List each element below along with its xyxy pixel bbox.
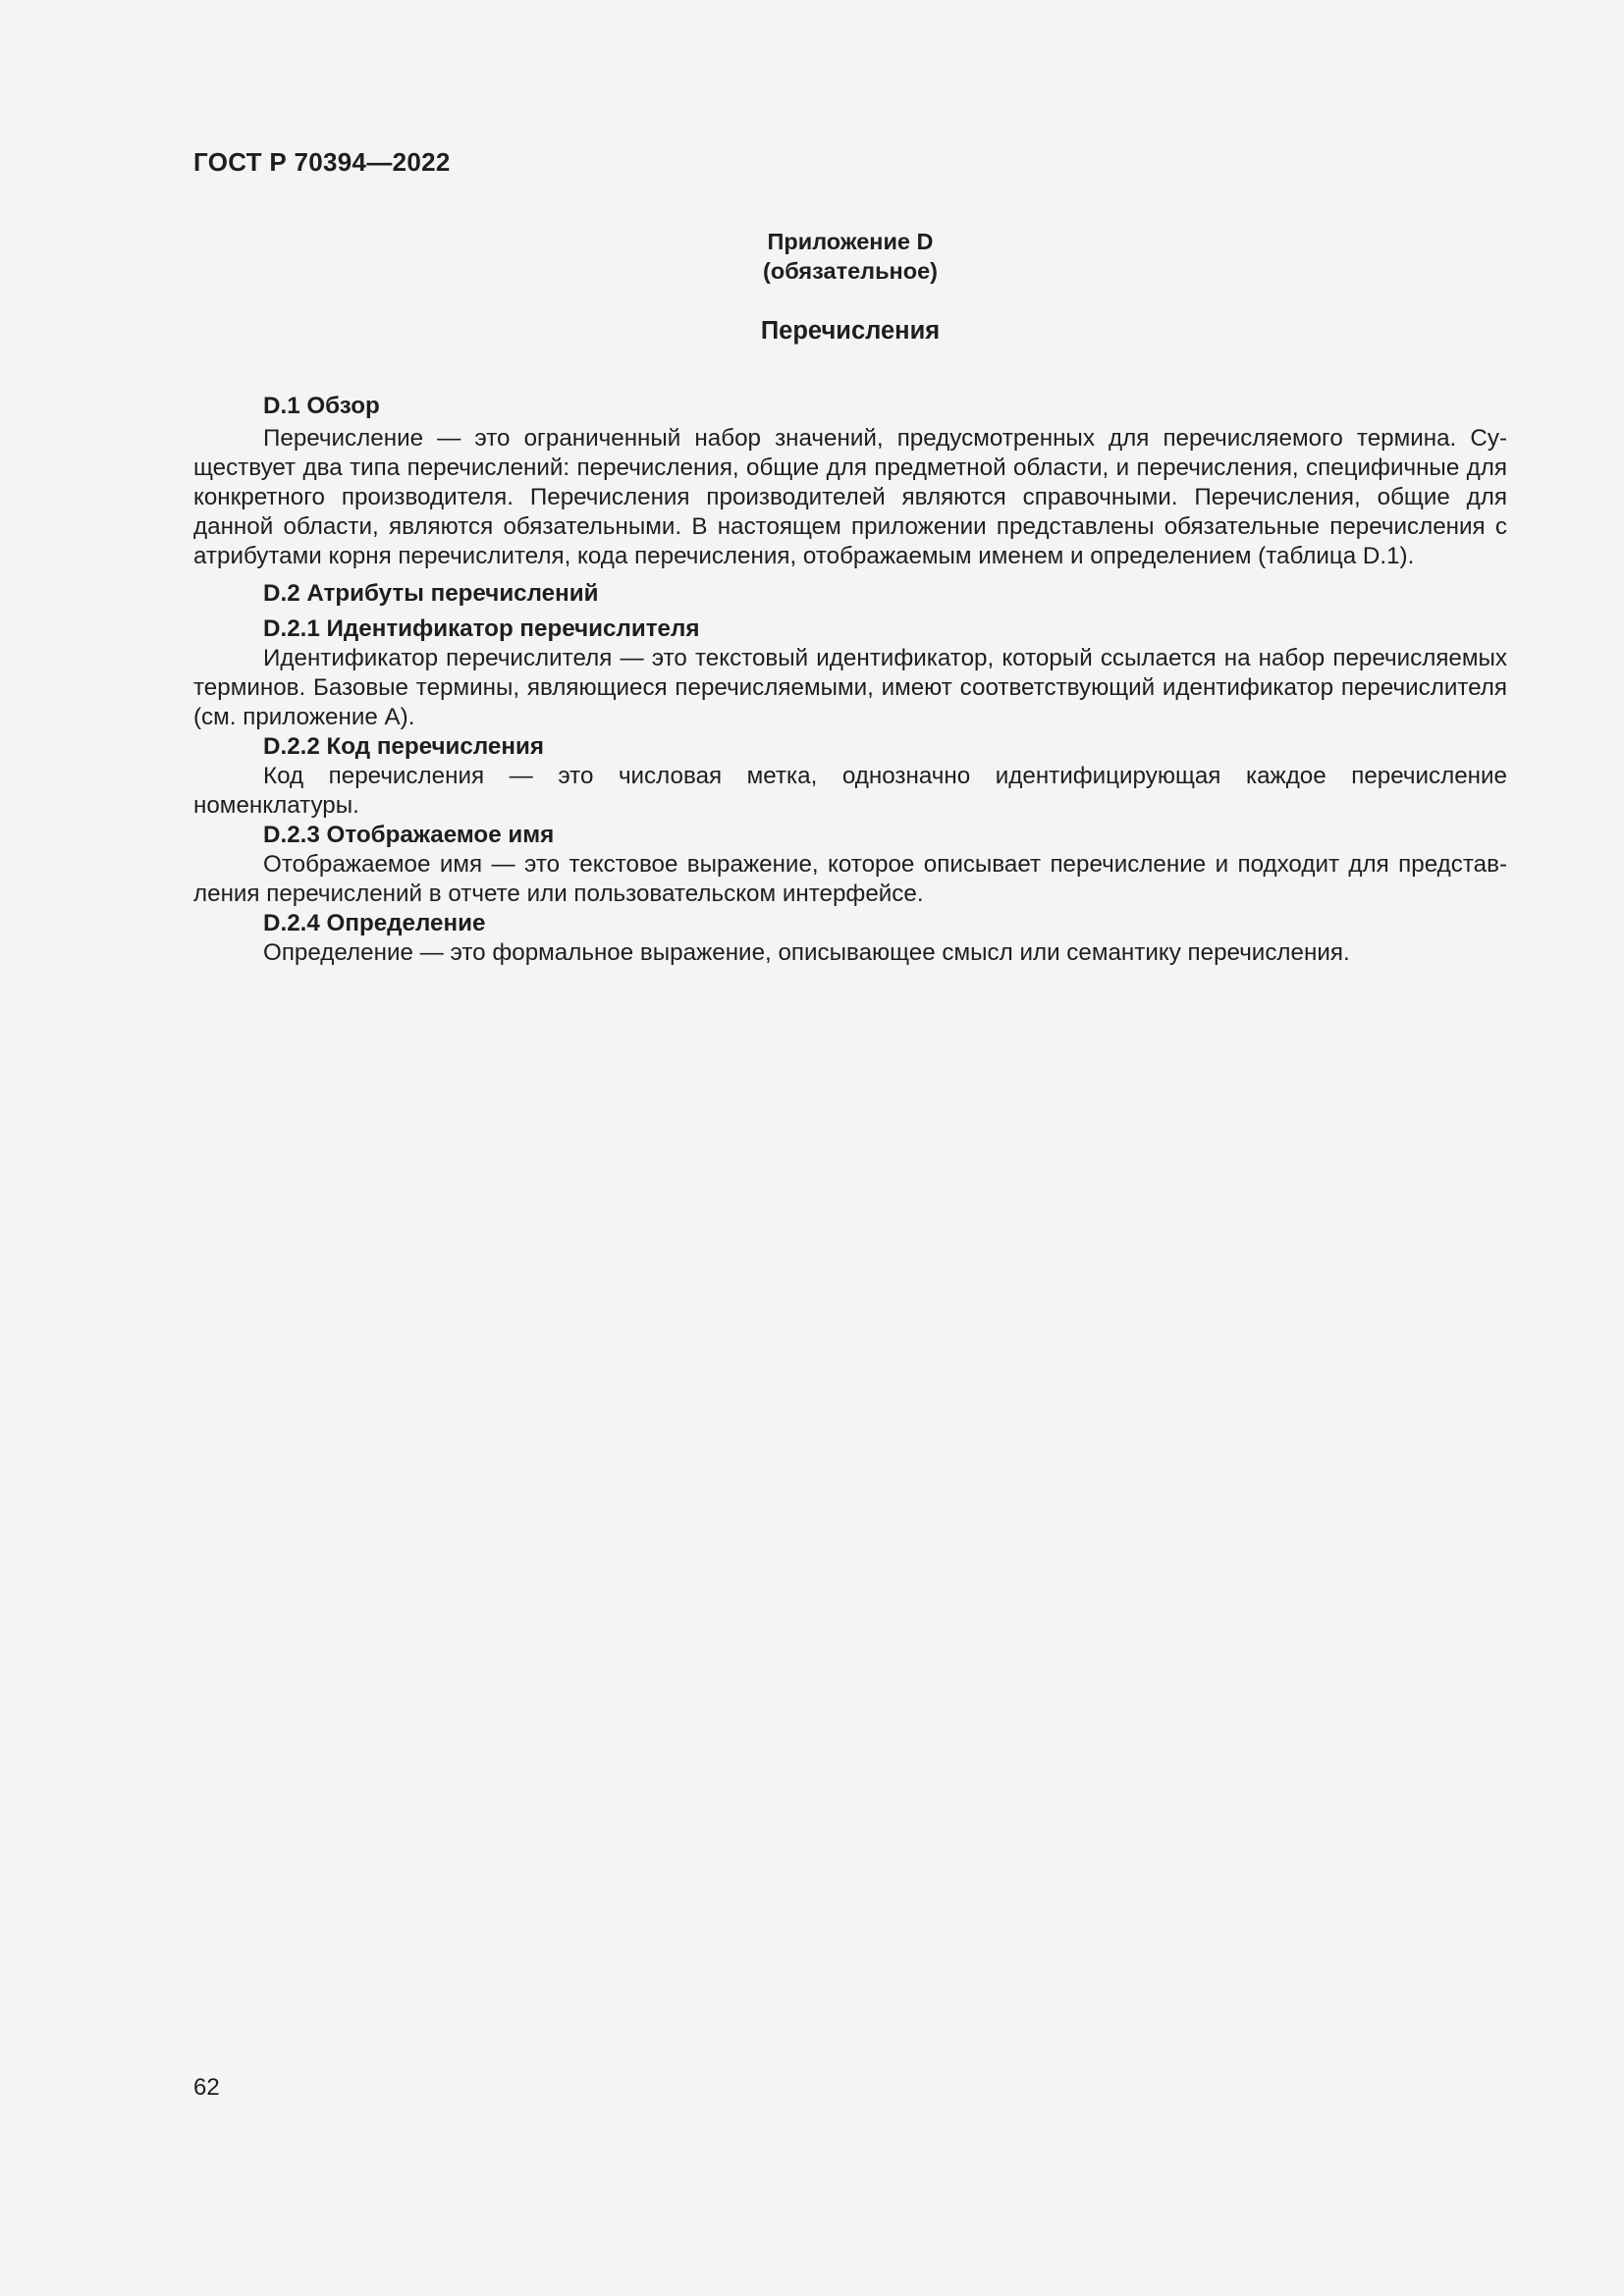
section-text-d21: Идентификатор перечислителя — это текстовый идентификатор, который ссылается на набор перечисляемых терминов. Базовые термины, являющиеся перечисляемыми, имеют соответствующий идентификатор перечислителя (см. приложение А). (193, 645, 1507, 730)
section-text-d22: Код перечисления — это числовая метка, однозначно идентифицирующая каждое перечисление номенклатуры. (193, 763, 1507, 819)
section-heading-d21: D.2.1 Идентификатор перечислителя (263, 615, 700, 642)
appendix-label: Приложение D (767, 229, 934, 254)
section-heading-d23: D.2.3 Отображаемое имя (263, 822, 555, 848)
section-heading-d22: D.2.2 Код перечисления (263, 733, 544, 760)
page-number: 62 (193, 2074, 220, 2101)
section-text-d23: Отображаемое имя — это текстовое выражение, которое описывает перечисление и подходит для представления перечислений в отчете или пользовательском интерфейсе. (193, 851, 1507, 907)
section-heading-d24: D.2.4 Определение (263, 910, 486, 936)
section-text-d24: Определение — это формальное выражение, описывающее смысл или семантику перечисления. (263, 939, 1350, 966)
appendix-header (193, 227, 1507, 286)
section-heading-d2: D.2 Атрибуты перечислений (263, 580, 599, 607)
appendix-title: Перечисления (760, 317, 941, 345)
appendix-status: (обязательное) (763, 258, 938, 284)
document-body (193, 392, 1507, 968)
section-heading-d1: D.1 Обзор (263, 393, 380, 419)
section-text-d1: Перечисление — это ограниченный набор значений, предусмотренных для перечисляемого термина. Существует два типа перечислений: перечисления, общие для предметной области, и перечисления, специфичные для конкретного производителя. Перечисления производителей являются справочными. Перечисления, общие для данной области, являются обязательными. В настоящем приложении представлены обязательные перечисления с атрибутами корня перечислителя, кода перечисления, отображаемым именем и определением (таблица D.1). (193, 425, 1507, 569)
document-identifier: ГОСТ Р 70394—2022 (193, 147, 451, 177)
